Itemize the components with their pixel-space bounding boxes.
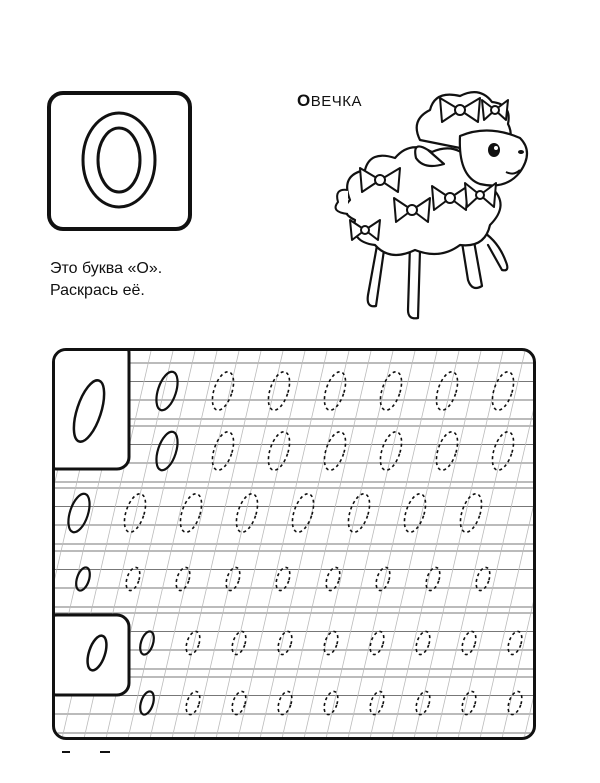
traced-letter-o xyxy=(138,630,157,657)
traced-letter-o xyxy=(230,690,249,717)
letter-card xyxy=(47,91,192,231)
traced-letter-o xyxy=(184,690,203,717)
slant-line xyxy=(281,351,371,740)
traced-letter-o xyxy=(460,630,479,657)
traced-letter-o xyxy=(368,690,387,717)
caption-line-1: Это буква «О». xyxy=(50,260,163,277)
traced-letter-o xyxy=(120,491,149,535)
slant-line xyxy=(127,351,217,740)
slant-line xyxy=(303,351,393,740)
slant-line xyxy=(501,351,536,740)
traced-letter-o xyxy=(322,630,341,657)
sheep-illustration xyxy=(320,80,540,330)
caption-line-2: Раскрась её. xyxy=(50,282,145,299)
traced-letter-o xyxy=(368,630,387,657)
traced-letter-o xyxy=(320,369,349,413)
traced-letter-o xyxy=(276,630,295,657)
traced-letter-o xyxy=(432,369,461,413)
traced-letter-o xyxy=(276,690,295,717)
traced-letter-o xyxy=(138,690,157,717)
traced-letter-o xyxy=(232,491,261,535)
slant-line xyxy=(215,351,305,740)
slant-line xyxy=(347,351,437,740)
slant-line xyxy=(413,351,503,740)
traced-letter-o xyxy=(184,630,203,657)
traced-letter-o xyxy=(152,429,181,473)
traced-letter-o xyxy=(460,690,479,717)
practice-grid xyxy=(55,351,536,740)
slant-line xyxy=(325,351,415,740)
template-panel-top xyxy=(55,351,129,469)
slant-line xyxy=(479,351,536,740)
word-rest: ВЕЧКА xyxy=(310,93,362,110)
traced-letter-o xyxy=(264,429,293,473)
slant-line xyxy=(237,351,327,740)
traced-letter-o xyxy=(264,369,293,413)
traced-letter-o xyxy=(322,690,341,717)
slant-line xyxy=(193,351,283,740)
slant-line xyxy=(391,351,481,740)
outlined-letter-o xyxy=(51,95,188,227)
word-first-letter: О xyxy=(297,91,311,110)
traced-letter-o xyxy=(432,429,461,473)
traced-letter-o xyxy=(176,491,205,535)
traced-letter-o xyxy=(288,491,317,535)
traced-letter-o xyxy=(376,429,405,473)
instruction-text xyxy=(50,258,162,302)
traced-letter-o xyxy=(64,491,93,535)
slant-line xyxy=(523,351,536,740)
footer-mark xyxy=(62,750,110,754)
traced-letter-o xyxy=(456,491,485,535)
practice-sheet xyxy=(52,348,536,740)
template-panel-bottom xyxy=(55,615,129,695)
slant-line xyxy=(435,351,525,740)
traced-letter-o xyxy=(320,429,349,473)
traced-letter-o xyxy=(488,429,517,473)
traced-letter-o xyxy=(414,690,433,717)
traced-letter-o xyxy=(488,369,517,413)
traced-letter-o xyxy=(230,630,249,657)
